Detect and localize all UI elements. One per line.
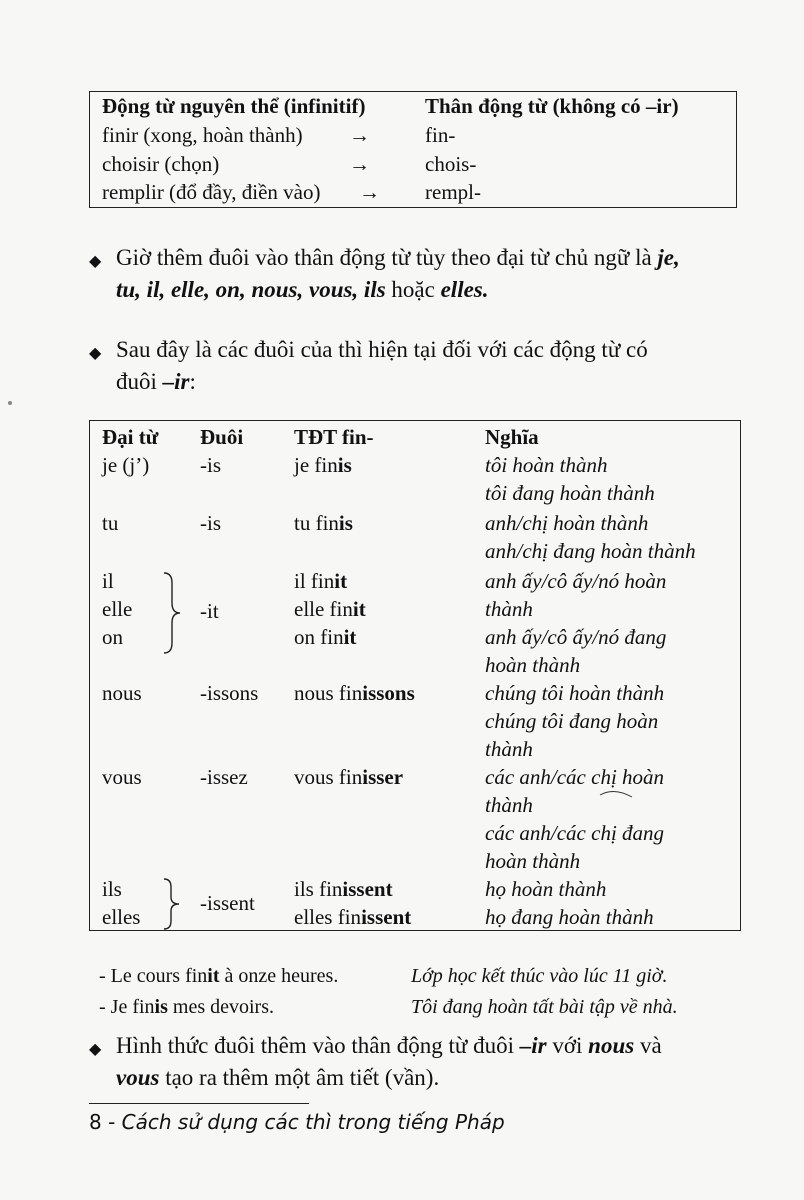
arrow-icon: → xyxy=(359,180,380,204)
example-1-vietnamese: Lớp học kết thúc vào lúc 11 giờ. xyxy=(411,965,668,987)
scan-speck xyxy=(8,401,12,405)
meaning-il-4: hoàn thành xyxy=(485,653,581,677)
pronoun-il: il xyxy=(102,569,114,593)
pronoun-tu: tu xyxy=(102,511,119,535)
example-2-french: - Je finis mes devoirs. xyxy=(99,996,274,1018)
bullet-3-line-2: vous tạo ra thêm một âm tiết (vần). xyxy=(116,1065,440,1090)
pronoun-on: on xyxy=(102,625,123,649)
meaning-vous-1: các anh/các chị hoàn xyxy=(485,765,665,789)
meaning-ils-1: họ hoàn thành xyxy=(485,877,607,901)
diamond-bullet-icon: ◆ xyxy=(89,253,102,270)
diamond-bullet-icon: ◆ xyxy=(89,1041,102,1058)
bullet-1-line-2: tu, il, elle, on, nous, vous, ils hoặc elles. xyxy=(116,277,489,302)
bullet-paragraph-2 xyxy=(89,334,749,398)
meaning-je-2: tôi đang hoàn thành xyxy=(485,481,655,505)
meaning-il-3: anh ấy/cô ấy/nó đang xyxy=(485,625,667,649)
ending-ils-group: -issent xyxy=(200,891,255,915)
page-footer: 8 - Cách sử dụng các thì trong tiếng Pháp xyxy=(89,1110,505,1134)
pronoun-nous: nous xyxy=(102,681,142,705)
pronoun-elles: elles xyxy=(102,905,141,929)
form-elles: elles finissent xyxy=(294,905,412,929)
stem-chois: chois- xyxy=(425,152,477,176)
form-il: il finit xyxy=(294,569,348,593)
pronoun-je: je (j’) xyxy=(102,453,150,477)
right-brace-icon xyxy=(160,571,182,655)
meaning-nous-1: chúng tôi hoàn thành xyxy=(485,681,665,705)
bullet-2-line-1: Sau đây là các đuôi của thì hiện tại đối với các động từ có xyxy=(116,337,648,362)
form-tu: tu finis xyxy=(294,511,353,535)
bullet-paragraph-1 xyxy=(89,242,749,306)
example-1-french: - Le cours finit à onze heures. xyxy=(99,965,339,987)
ending-tu: -is xyxy=(200,511,221,535)
right-brace-icon xyxy=(160,877,182,931)
bullet-3-line-1: Hình thức đuôi thêm vào thân động từ đuôi –ir với nous và xyxy=(116,1033,662,1058)
ending-vous: -issez xyxy=(200,765,248,789)
diamond-bullet-icon: ◆ xyxy=(89,345,102,362)
form-vous: vous finisser xyxy=(294,765,404,789)
ending-nous: -issons xyxy=(200,681,259,705)
pronoun-ils: ils xyxy=(102,877,122,901)
header-form: TĐT fin- xyxy=(294,425,374,449)
infinitive-finir: finir (xong, hoàn thành) xyxy=(102,123,303,147)
meaning-tu-2: anh/chị đang hoàn thành xyxy=(485,539,696,563)
book-title: Cách sử dụng các thì trong tiếng Pháp xyxy=(121,1110,505,1134)
form-elle: elle finit xyxy=(294,597,366,621)
meaning-vous-2: thành xyxy=(485,793,533,817)
header-infinitive: Động từ nguyên thể (infinitif) xyxy=(102,94,366,118)
header-ending: Đuôi xyxy=(200,425,244,449)
infinitive-stem-table xyxy=(89,91,737,208)
example-2-vietnamese: Tôi đang hoàn tất bài tập về nhà. xyxy=(411,996,678,1018)
pronoun-elle: elle xyxy=(102,597,133,621)
pen-mark xyxy=(598,787,634,799)
meaning-tu-1: anh/chị hoàn thành xyxy=(485,511,649,535)
stem-rempl: rempl- xyxy=(425,180,481,204)
header-pronoun: Đại từ xyxy=(102,425,159,449)
conjugation-table xyxy=(89,420,741,931)
form-on: on finit xyxy=(294,625,357,649)
pronoun-vous: vous xyxy=(102,765,142,789)
form-ils: ils finissent xyxy=(294,877,393,901)
form-nous: nous finissons xyxy=(294,681,415,705)
meaning-vous-3: các anh/các chị đang xyxy=(485,821,665,845)
ending-il-group: -it xyxy=(200,599,219,623)
stem-fin: fin- xyxy=(425,123,456,147)
bullet-2-line-2: đuôi –ir: xyxy=(116,369,196,394)
infinitive-remplir: remplir (đổ đầy, điền vào) xyxy=(102,180,321,204)
meaning-il-1: anh ấy/cô ấy/nó hoàn xyxy=(485,569,667,593)
meaning-il-2: thành xyxy=(485,597,533,621)
arrow-icon: → xyxy=(349,152,370,176)
page-number: 8 xyxy=(89,1110,102,1134)
footer-rule xyxy=(89,1103,309,1104)
meaning-nous-2: chúng tôi đang hoàn xyxy=(485,709,659,733)
meaning-vous-4: hoàn thành xyxy=(485,849,581,873)
infinitive-choisir: choisir (chọn) xyxy=(102,152,220,176)
meaning-ils-2: họ đang hoàn thành xyxy=(485,905,654,929)
arrow-icon: → xyxy=(349,123,370,147)
header-meaning: Nghĩa xyxy=(485,425,539,449)
bullet-paragraph-3 xyxy=(89,1030,749,1094)
header-stem: Thân động từ (không có –ir) xyxy=(425,94,679,118)
meaning-nous-3: thành xyxy=(485,737,533,761)
meaning-je-1: tôi hoàn thành xyxy=(485,453,608,477)
ending-je: -is xyxy=(200,453,221,477)
bullet-1-line-1: Giờ thêm đuôi vào thân động từ tùy theo đại từ chủ ngữ là je, xyxy=(116,245,680,270)
form-je: je finis xyxy=(294,453,352,477)
